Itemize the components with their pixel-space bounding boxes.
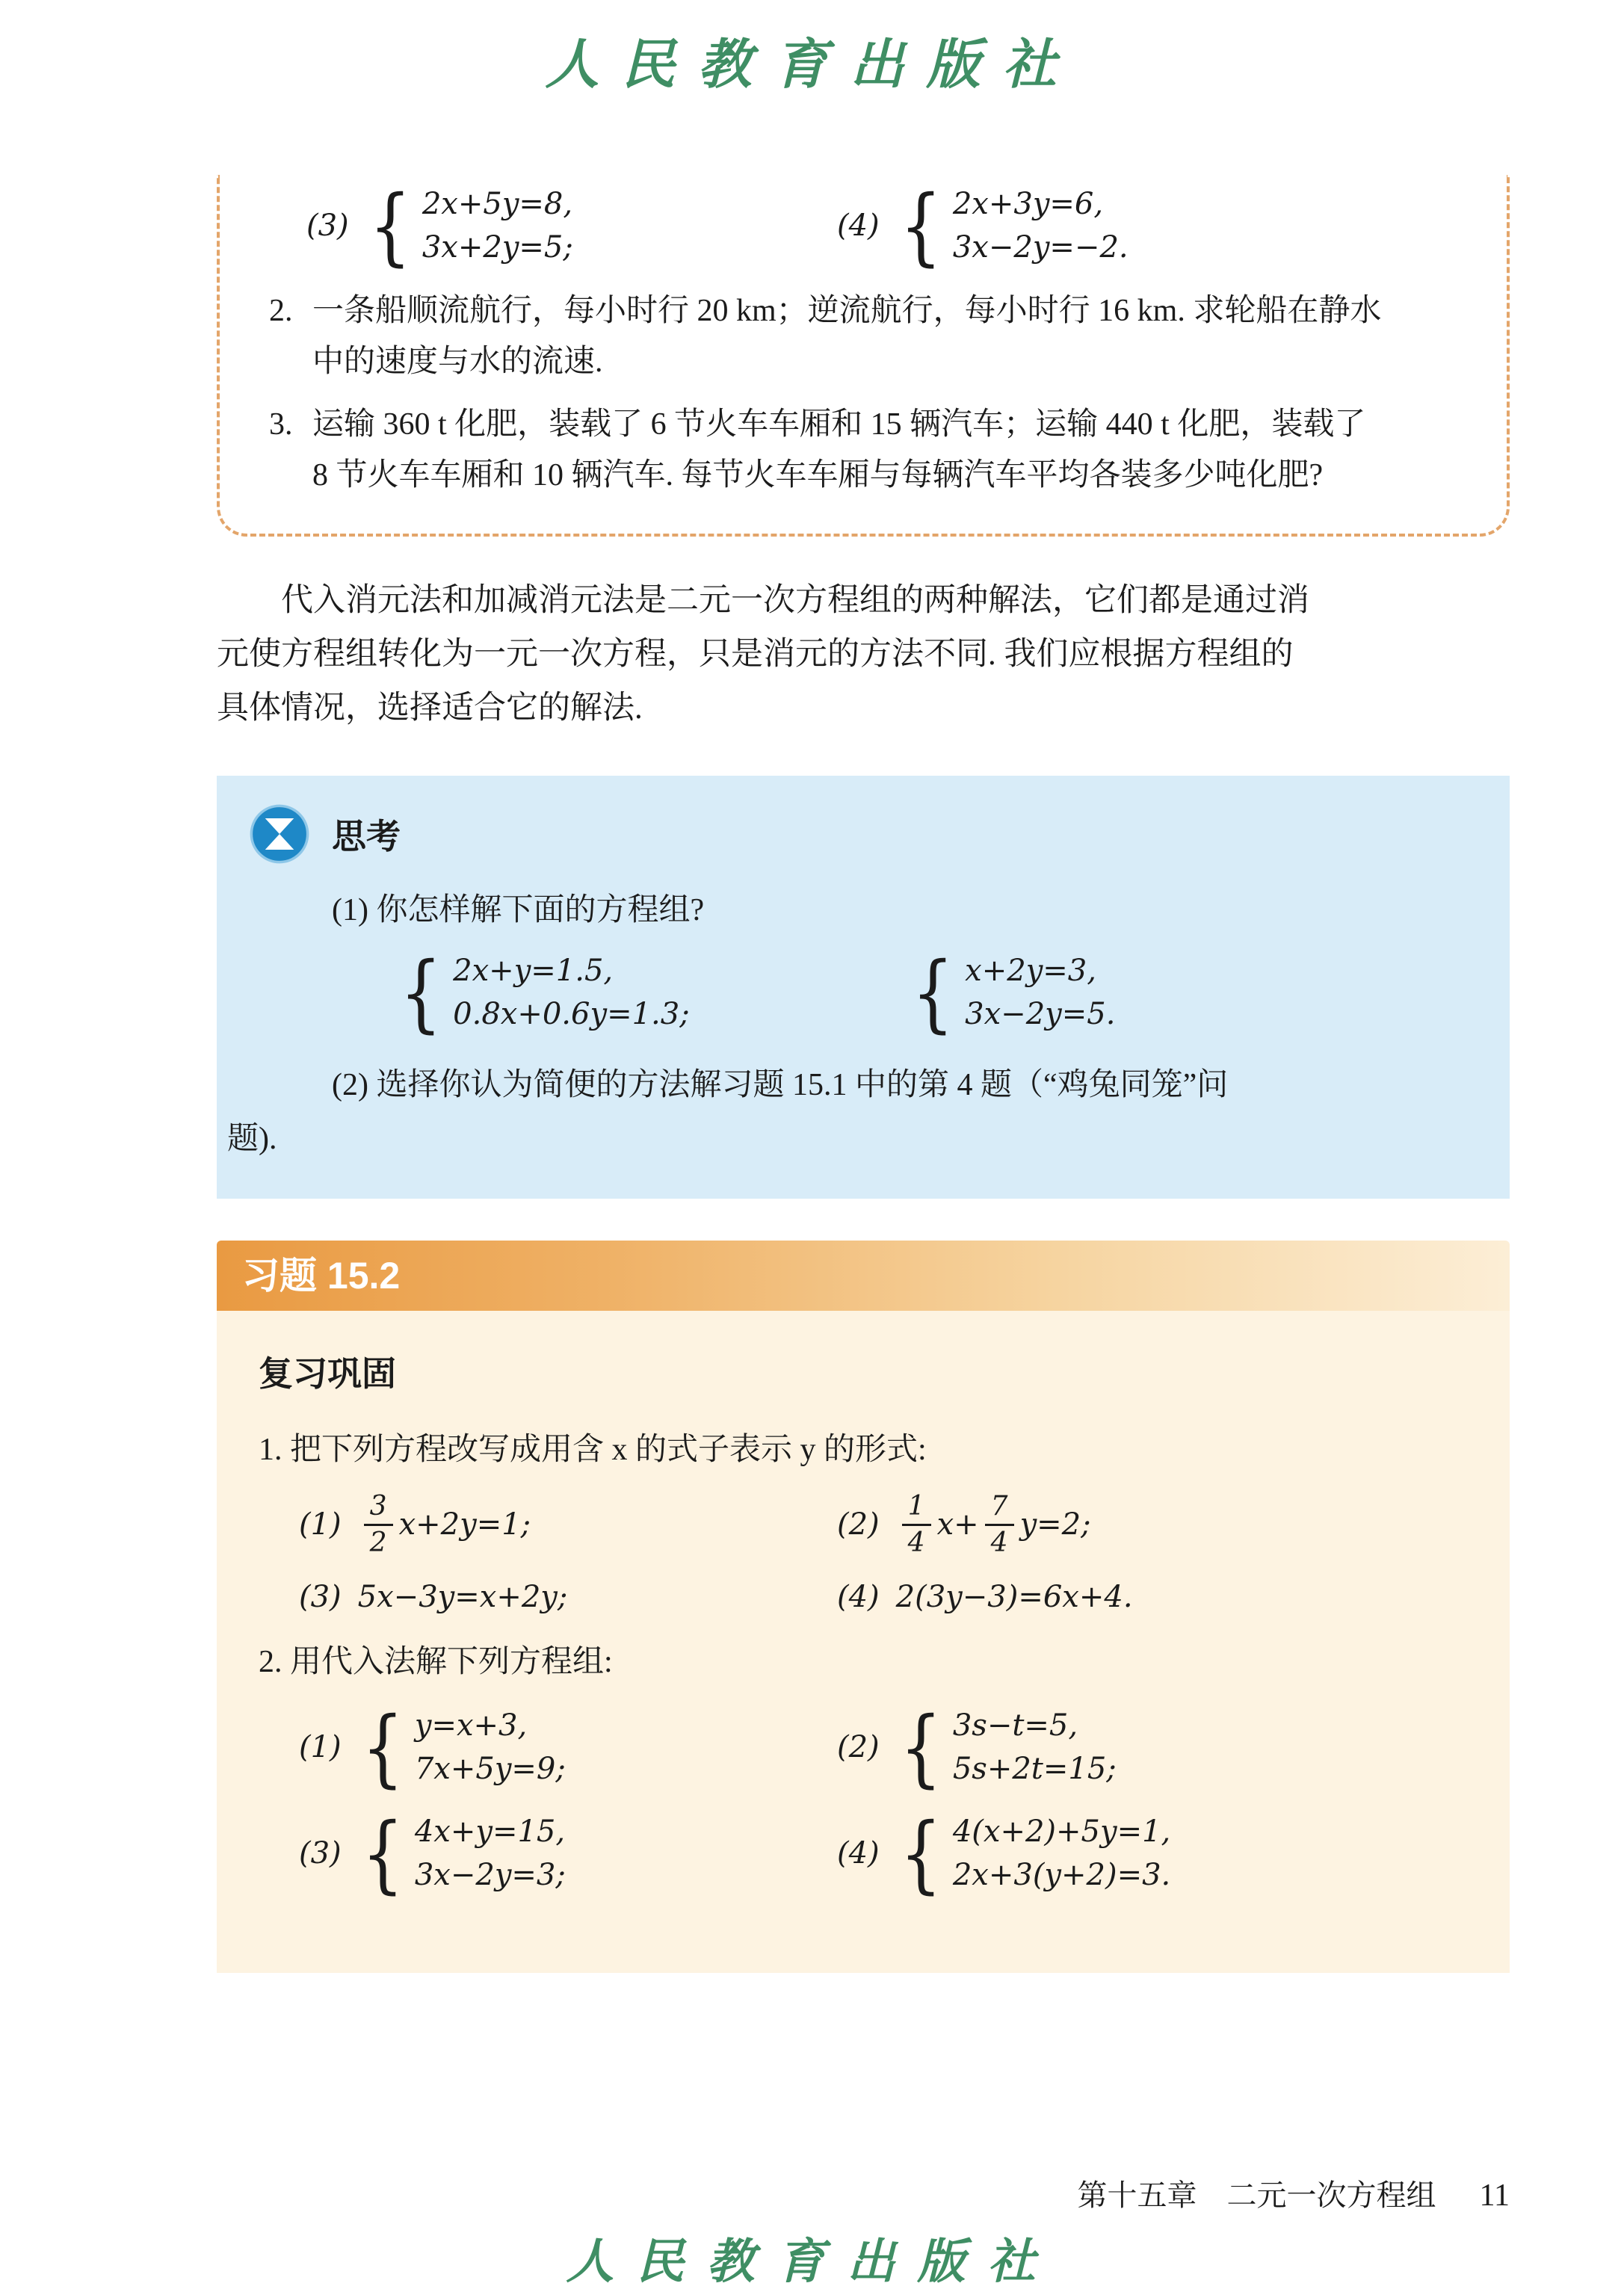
fraction [985,1492,1014,1557]
think-system-a [396,943,908,1042]
equation: 2x+3(y+2)=3. [952,1858,1171,1893]
item-label: (1) [299,1730,342,1765]
item-label: (4) [837,1580,880,1615]
equation: x+2y=3, [965,954,1096,988]
question-1-row-b [299,1580,1468,1614]
item-label: (4) [837,1836,880,1871]
item-number: 2. [269,294,293,328]
equation: y=x+3, [414,1708,528,1743]
text-line: 题). [227,1122,277,1156]
fraction-denominator: 4 [907,1527,925,1558]
page-number: 11 [1479,2178,1510,2213]
system-brace: { [899,1804,942,1903]
equation: x+ [936,1507,979,1542]
fraction-numerator: 1 [902,1492,931,1526]
system-brace: { [368,176,411,275]
text-line: 一条船顺流航行，每小时行 20 km；逆流航行，每小时行 16 km. 求轮船在静水 [312,294,1382,328]
equation: 5s+2t=15; [952,1752,1117,1787]
equation: 2(3y−3)=6x+4. [895,1580,1133,1615]
system-equations [415,1704,566,1791]
publisher-logo-top: 人民教育出版社 [545,32,1079,96]
exercise-section-header [217,1241,1510,1311]
system-brace: { [361,1804,404,1903]
fraction-numerator: 7 [985,1492,1014,1526]
item-label: (2) [837,1507,880,1542]
item-number: 3. [269,407,293,442]
fraction [902,1492,931,1557]
q1-item-1 [299,1492,837,1557]
q1-item-4 [837,1580,1468,1614]
item-label: (4) [837,209,880,243]
equation: 2x+y=1.5, [453,954,614,988]
equation: 3x+2y=5; [422,230,573,265]
q1-item-2 [837,1492,1468,1557]
item-label: (1) [299,1507,342,1542]
equation: y=2; [1019,1507,1091,1542]
paragraph-line: 代入消元法和加减消元法是二元一次方程组的两种解法，它们都是通过消 [281,583,1309,618]
equation: 4(x+2)+5y=1, [952,1814,1171,1850]
item-label: (3) [299,1836,342,1871]
system-equations [965,949,1115,1036]
text-line: (2) 选择你认为简便的方法解习题 15.1 中的第 4 题（“鸡兔同笼”问 [332,1068,1229,1102]
fraction-denominator: 4 [990,1527,1008,1558]
paragraph-line: 元使方程组转化为一元一次方程，只是消元的方法不同. 我们应根据方程组的 [217,637,1294,672]
systems-row [306,176,1466,275]
body-paragraph [217,574,1510,735]
item-text [312,399,1466,501]
question-2-row-b [299,1804,1468,1903]
q1-item-3 [299,1580,837,1614]
system-equations [953,1810,1170,1897]
q2-system-4 [837,1804,1468,1903]
hourglass-icon [248,803,311,865]
question-1-stem: 1. 把下列方程改写成用含 x 的式子表示 y 的形式: [259,1433,927,1467]
word-problem-2 [269,285,1466,387]
chapter-title: 第十五章 二元一次方程组 [1077,2178,1436,2212]
text-line: 8 节火车车厢和 10 辆汽车. 每节火车车厢与每辆汽车平均各装多少吨化肥? [312,458,1324,492]
q2-system-3 [299,1804,837,1903]
system-brace: { [899,1698,942,1797]
equation: 2x+5y=8, [422,187,573,221]
system-equations [415,1810,566,1897]
paragraph-line: 具体情况，选择适合它的解法. [217,691,643,726]
system-equations [953,182,1129,269]
fraction-numerator: 3 [364,1492,393,1526]
system-equations [453,949,690,1036]
exercise-section-title: 习题 15.2 [242,1255,401,1297]
item-label: (3) [299,1580,342,1615]
system-brace: { [899,176,942,275]
system-brace: { [911,943,954,1042]
equation: 3s−t=5, [952,1708,1078,1743]
think-system-b [908,943,1492,1042]
item-text [312,285,1466,387]
system-brace: { [361,1698,404,1797]
equation: 0.8x+0.6y=1.3; [453,997,690,1031]
equation: 4x+y=15, [414,1814,566,1850]
system-equations [422,182,573,269]
page-footer [217,2172,1510,2214]
equation: 3x−2y=5. [965,997,1116,1031]
think-question-1: (1) 你怎样解下面的方程组? [332,893,705,927]
system-equations [953,1704,1117,1791]
item-label: (3) [306,209,349,243]
text-line: 中的速度与水的流速. [312,345,603,379]
word-problem-3 [269,399,1466,501]
question-2-row-a [299,1698,1468,1797]
think-question-2 [227,1058,1492,1166]
equation: x+2y=1; [398,1507,531,1542]
think-header [248,803,1492,865]
q2-system-2 [837,1698,1468,1797]
question-2-stem: 2. 用代入法解下列方程组: [259,1645,613,1680]
equation: 5x−3y=x+2y; [357,1580,568,1615]
q2-system-1 [299,1698,837,1797]
exercise-box [217,1311,1510,1973]
think-systems-row [396,943,1492,1042]
equation: 3x−2y=−2. [952,230,1129,265]
think-title: 思考 [332,817,401,856]
item-label: (2) [837,1730,880,1765]
system-3 [306,176,837,275]
equation: 3x−2y=3; [414,1858,566,1893]
fraction [364,1492,393,1557]
think-box [217,776,1510,1199]
question-1-row-a [299,1492,1468,1557]
fraction-denominator: 2 [369,1527,387,1558]
equation: 2x+3y=6, [952,187,1104,221]
continued-exercise-box [217,175,1510,537]
text-line: 运输 360 t 化肥，装载了 6 节火车车厢和 15 辆汽车；运输 440 t 化肥，装载了 [312,407,1366,442]
equation: 7x+5y=9; [414,1752,566,1787]
publisher-logo-bottom: 人民教育出版社 [566,2234,1058,2290]
review-subheading: 复习巩固 [259,1354,396,1393]
page-content [217,175,1510,1973]
system-brace: { [399,943,442,1042]
system-4 [837,176,1466,275]
